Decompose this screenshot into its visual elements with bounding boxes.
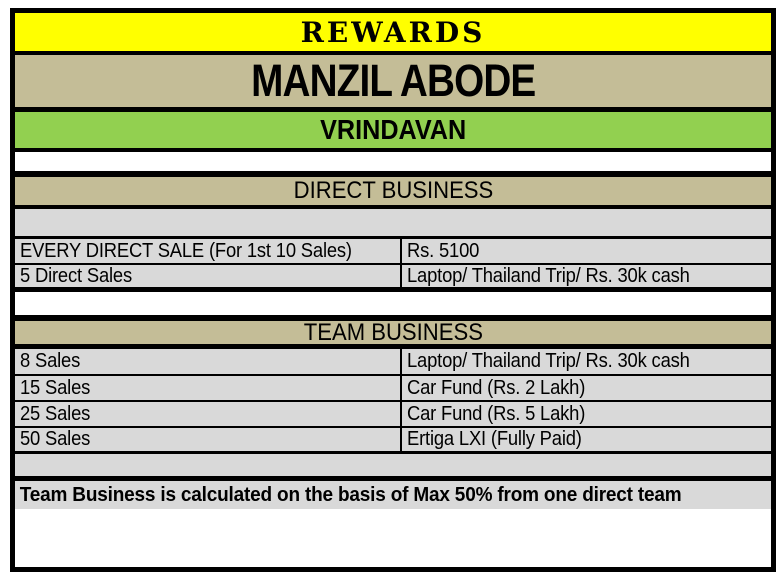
project-location: VRINDAVAN (319, 114, 467, 145)
table-row (15, 428, 771, 454)
criteria-cell (15, 428, 400, 451)
criteria-text: 25 Sales (20, 402, 91, 425)
rewards-title: REWARDS (300, 15, 486, 49)
footnote-text: Team Business is calculated on the basis of Max 50% from one direct team (19, 483, 682, 506)
reward-text: Laptop/ Thailand Trip/ Rs. 30k cash (407, 350, 690, 372)
spacer-row (15, 209, 771, 239)
footnote-row (15, 481, 771, 509)
criteria-text: 8 Sales (20, 350, 81, 372)
project-name: MANZIL ABODE (250, 55, 536, 106)
reward-text: Car Fund (Rs. 5 Lakh) (407, 402, 586, 425)
reward-cell (400, 376, 771, 400)
direct-business-title: DIRECT BUSINESS (293, 177, 493, 204)
table-row (15, 265, 771, 292)
rewards-banner-row (15, 13, 771, 55)
reward-text: Rs. 5100 (407, 239, 480, 262)
criteria-cell (15, 239, 400, 263)
reward-text: Car Fund (Rs. 2 Lakh) (407, 376, 586, 399)
criteria-cell (15, 349, 400, 374)
reward-cell (400, 428, 771, 451)
project-location-row (15, 112, 771, 152)
spacer-row (15, 454, 771, 481)
spacer-row (15, 152, 771, 177)
reward-cell (400, 265, 771, 287)
criteria-text: 15 Sales (20, 376, 91, 399)
criteria-text: EVERY DIRECT SALE (For 1st 10 Sales) (20, 239, 352, 262)
reward-cell (400, 349, 771, 374)
rewards-table (10, 8, 776, 572)
table-row (15, 239, 771, 265)
reward-cell (400, 402, 771, 426)
table-row (15, 376, 771, 402)
criteria-cell (15, 265, 400, 287)
reward-cell (400, 239, 771, 263)
criteria-text: 50 Sales (20, 428, 91, 450)
criteria-cell (15, 402, 400, 426)
table-row (15, 402, 771, 428)
criteria-cell (15, 376, 400, 400)
direct-business-header-row (15, 177, 771, 209)
team-business-title: TEAM BUSINESS (303, 318, 483, 346)
spacer-row (15, 292, 771, 321)
reward-text: Laptop/ Thailand Trip/ Rs. 30k cash (407, 265, 690, 287)
table-row (15, 349, 771, 376)
team-business-header-row (15, 318, 771, 349)
project-name-row (15, 55, 771, 112)
reward-text: Ertiga LXI (Fully Paid) (407, 428, 582, 450)
criteria-text: 5 Direct Sales (20, 265, 132, 287)
